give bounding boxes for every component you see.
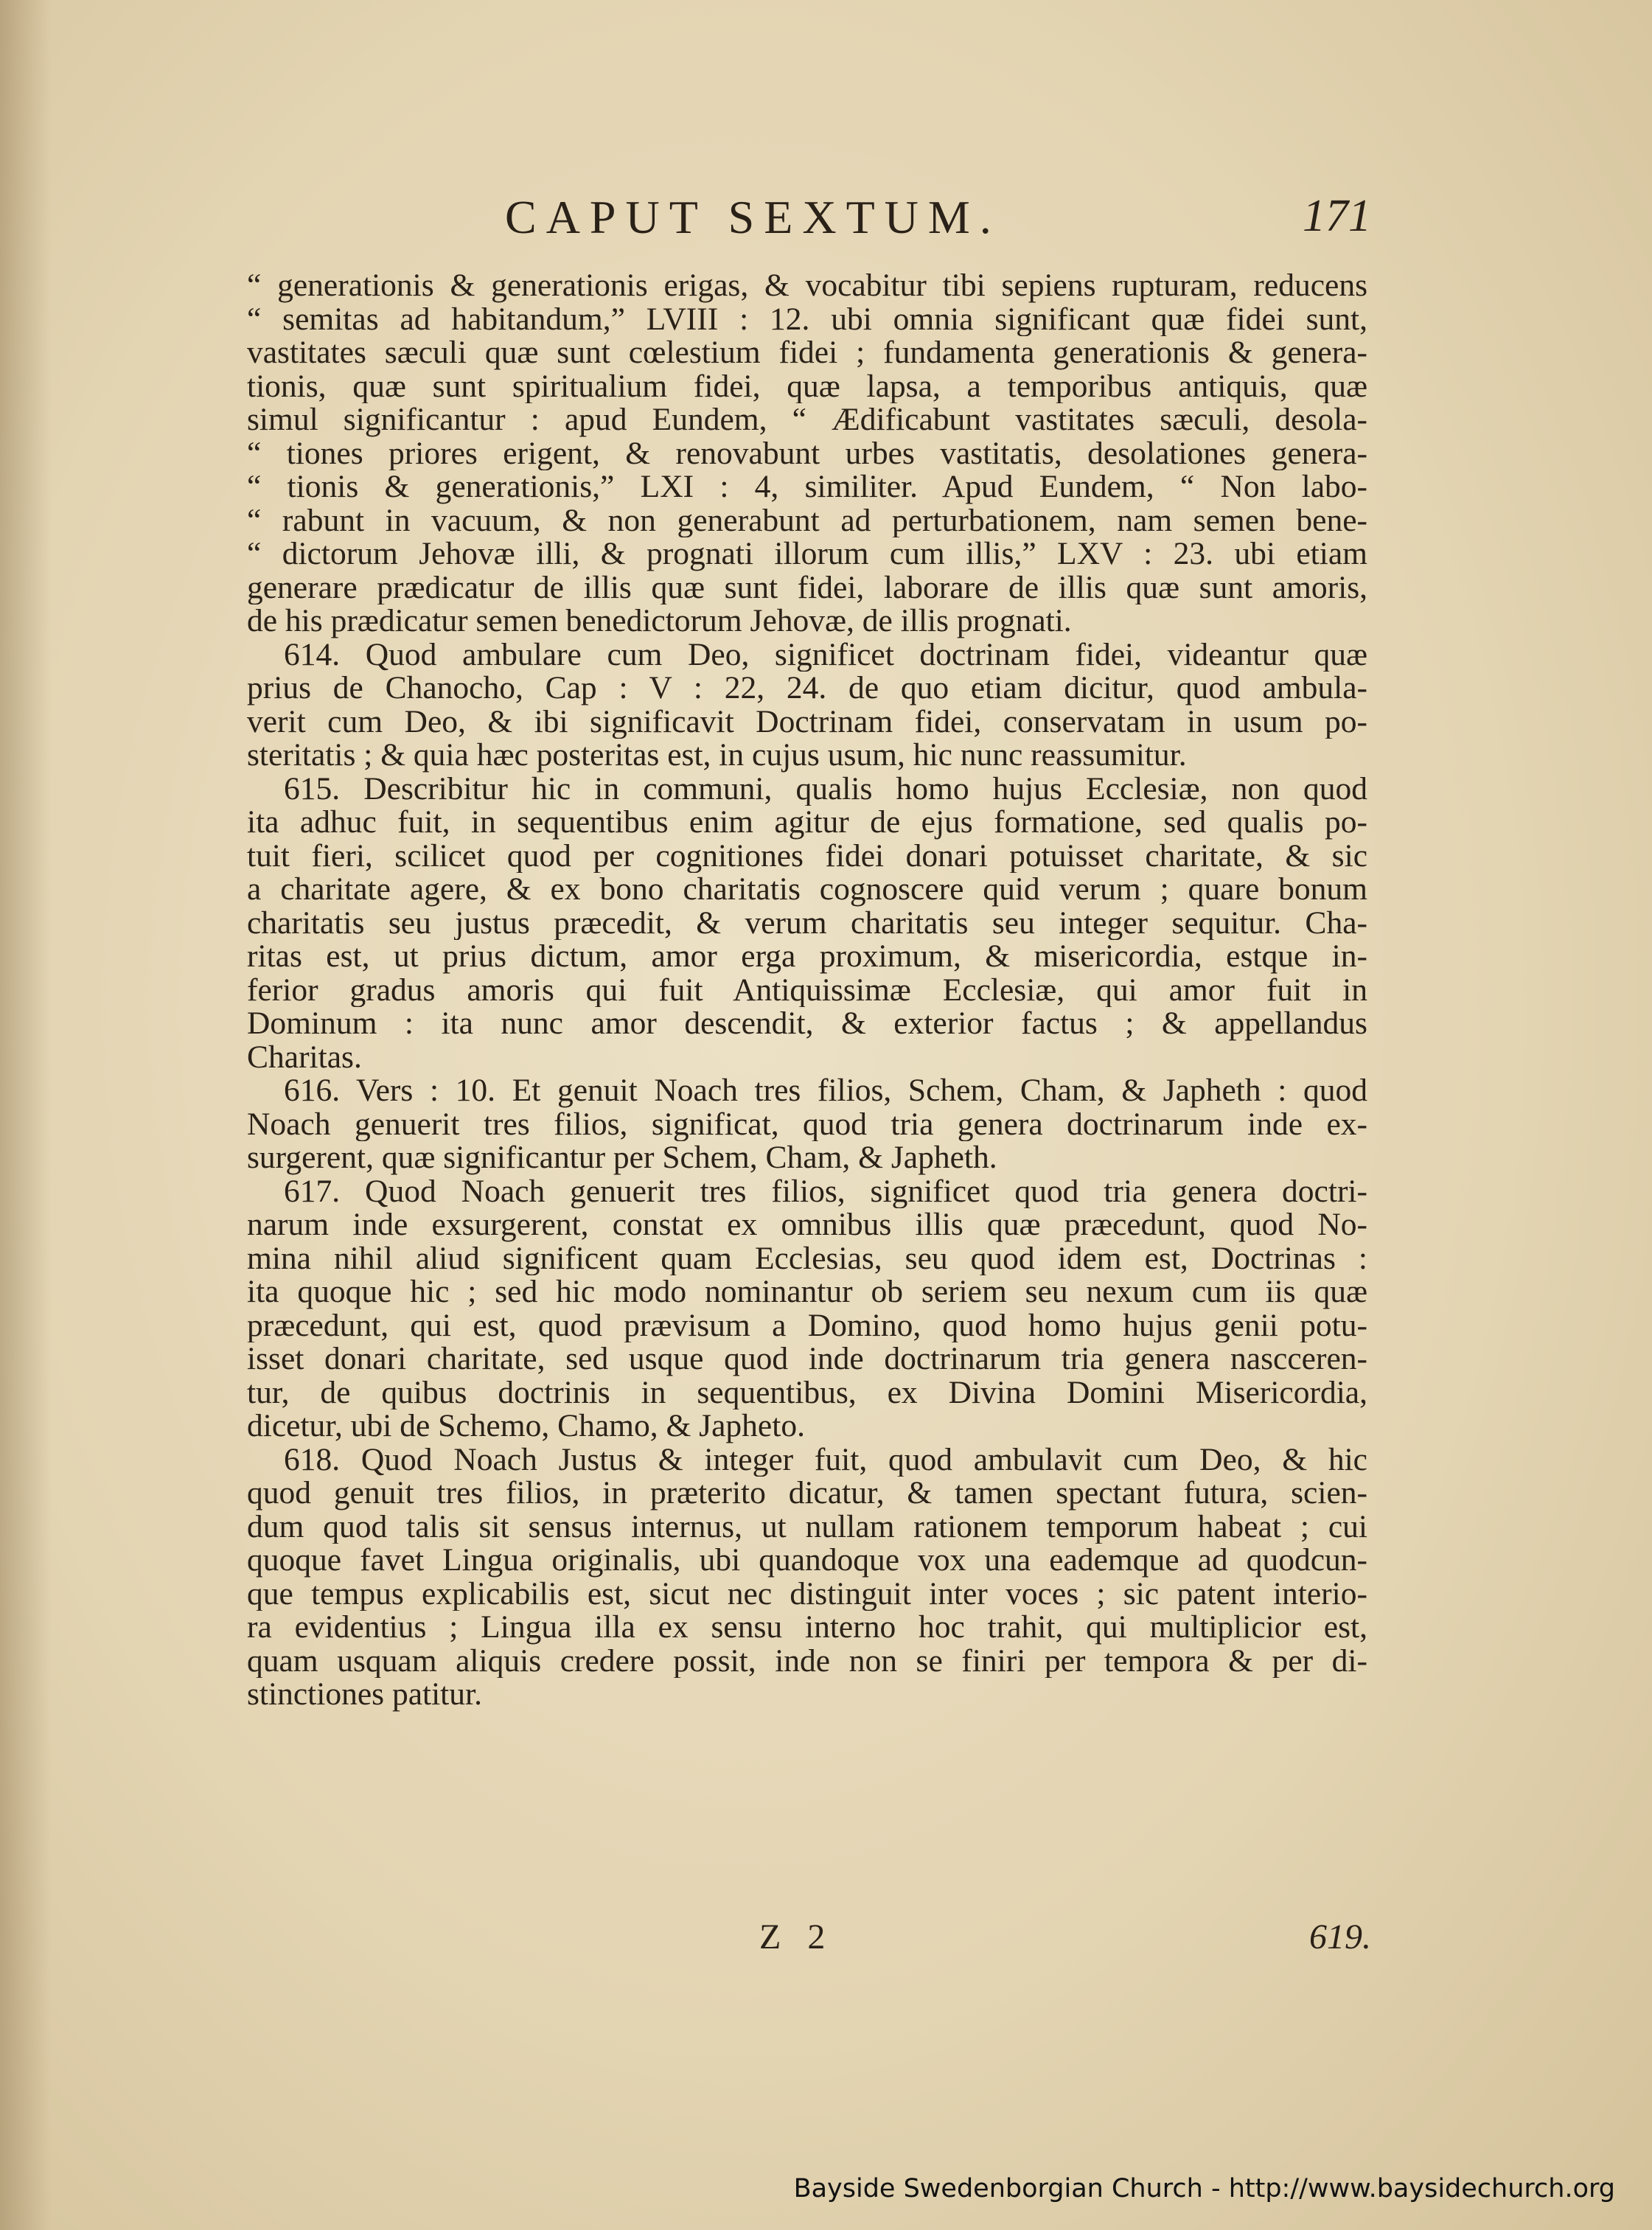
text-line: verit cum Deo, & ibi significavit Doctrinam fidei, conservatam in usum po- (247, 705, 1367, 739)
text-line: isset donari charitate, sed usque quod inde doctrinarum tria genera nascceren- (247, 1342, 1367, 1376)
text-line: stinctiones patitur. (247, 1678, 482, 1712)
text-line: simul significantur : apud Eundem, “ Ædificabunt vastitates sæculi, desola- (247, 403, 1367, 437)
text-line: tuit fieri, scilicet quod per cognitiones fidei donari potuisset charitate, & sic (247, 839, 1367, 873)
text-line: “ semitas ad habitandum,” LVIII : 12. ubi omnia significant quæ fidei sunt, (247, 302, 1367, 336)
text-line: mina nihil aliud significent quam Ecclesias, seu quod idem est, Doctrinas : (247, 1241, 1367, 1275)
page-header (251, 190, 1371, 257)
text-line: “ rabunt in vacuum, & non generabunt ad perturbationem, nam semen bene- (247, 504, 1367, 537)
text-line: steritatis ; & quia hæc posteritas est, in cujus usum, hic nunc reassumitur. (247, 739, 1187, 773)
text-line: præcedunt, qui est, quod prævisum a Domino, quod homo hujus genii potu- (247, 1309, 1367, 1342)
text-line: ferior gradus amoris qui fuit Antiquissimæ Ecclesiæ, qui amor fuit in (247, 973, 1367, 1007)
page-number: 171 (1303, 191, 1371, 241)
text-line: 618. Quod Noach Justus & integer fuit, quod ambulavit cum Deo, & hic (284, 1443, 1367, 1477)
text-line: “ dictorum Jehovæ illi, & prognati illorum cum illis,” LXV : 23. ubi etiam (247, 537, 1367, 571)
text-line: 617. Quod Noach genuerit tres filios, significet quod tria genera doctri- (284, 1174, 1367, 1208)
text-line: ra evidentius ; Lingua illa ex sensu interno hoc trahit, qui multiplicior est, (247, 1611, 1367, 1645)
text-line: ita quoque hic ; sed hic modo nominantur ob seriem seu nexum cum iis quæ (247, 1275, 1367, 1309)
text-line: a charitate agere, & ex bono charitatis cognoscere quid verum ; quare bonum (247, 873, 1367, 907)
text-line: prius de Chanocho, Cap : V : 22, 24. de quo etiam dicitur, quod ambula- (247, 672, 1367, 705)
text-line: “ tionis & generationis,” LXI : 4, similiter. Apud Eundem, “ Non labo- (247, 470, 1367, 504)
text-line: vastitates sæculi quæ sunt cœlestium fidei ; fundamenta generationis & genera- (247, 336, 1367, 370)
text-line: tur, de quibus doctrinis in sequentibus, ex Divina Domini Misericordia, (247, 1376, 1367, 1410)
text-line: 614. Quod ambulare cum Deo, significet doctrinam fidei, videantur quæ (284, 638, 1367, 672)
text-line: 615. Describitur hic in communi, qualis homo hujus Ecclesiæ, non quod (284, 772, 1367, 806)
text-line: quam usquam aliquis credere possit, inde non se finiri per tempora & per di- (247, 1644, 1367, 1678)
page-footer (251, 1917, 1371, 1968)
text-line: ita adhuc fuit, in sequentibus enim agitur de ejus formatione, sed qualis po- (247, 806, 1367, 840)
text-line: Dominum : ita nunc amor descendit, & exterior factus ; & appellandus (247, 1007, 1367, 1041)
text-line: quoque favet Lingua originalis, ubi quandoque vox una eademque ad quodcun- (247, 1544, 1367, 1578)
signature-mark: Z 2 (759, 1917, 834, 1957)
text-line: surgerent, quæ significantur per Schem, Cham, & Japheth. (247, 1141, 997, 1175)
text-line: Noach genuerit tres filios, significat, quod tria genera doctrinarum inde ex- (247, 1107, 1367, 1141)
text-line: ritas est, ut prius dictum, amor erga proximum, & misericordia, estque in- (247, 940, 1367, 974)
page-gutter-shadow (0, 0, 52, 2230)
text-line: dum quod talis sit sensus internus, ut nullam rationem temporum habeat ; cui (247, 1510, 1367, 1544)
text-line: que tempus explicabilis est, sicut nec distinguit inter voces ; sic patent interio- (247, 1577, 1367, 1611)
text-line: quod genuit tres filios, in præterito dicatur, & tamen spectant futura, scien- (247, 1477, 1367, 1511)
text-line: Charitas. (247, 1040, 362, 1074)
catchword: 619. (1309, 1917, 1371, 1957)
body-text (247, 269, 1367, 1712)
text-line: de his prædicatur semen benedictorum Jehovæ, de illis prognati. (247, 604, 1072, 638)
text-line: narum inde exsurgerent, constat ex omnibus illis quæ præcedunt, quod No- (247, 1208, 1367, 1242)
watermark-text: Bayside Swedenborgian Church - http://www.baysidechurch.org (793, 2174, 1615, 2203)
running-head: CAPUT SEXTUM. (505, 191, 1001, 243)
text-line: charitatis seu justus præcedit, & verum charitatis seu integer sequitur. Cha- (247, 906, 1367, 940)
text-line: dicetur, ubi de Schemo, Chamo, & Japheto. (247, 1410, 805, 1443)
text-line: “ tiones priores erigent, & renovabunt urbes vastitatis, desolationes genera- (247, 436, 1367, 470)
text-line: 616. Vers : 10. Et genuit Noach tres filios, Schem, Cham, & Japheth : quod (284, 1074, 1367, 1108)
text-line: generare prædicatur de illis quæ sunt fidei, laborare de illis quæ sunt amoris, (247, 571, 1367, 604)
text-line: “ generationis & generationis erigas, & vocabitur tibi sepiens rupturam, reducens (247, 269, 1367, 303)
text-line: tionis, quæ sunt spiritualium fidei, quæ lapsa, a temporibus antiquis, quæ (247, 369, 1367, 403)
